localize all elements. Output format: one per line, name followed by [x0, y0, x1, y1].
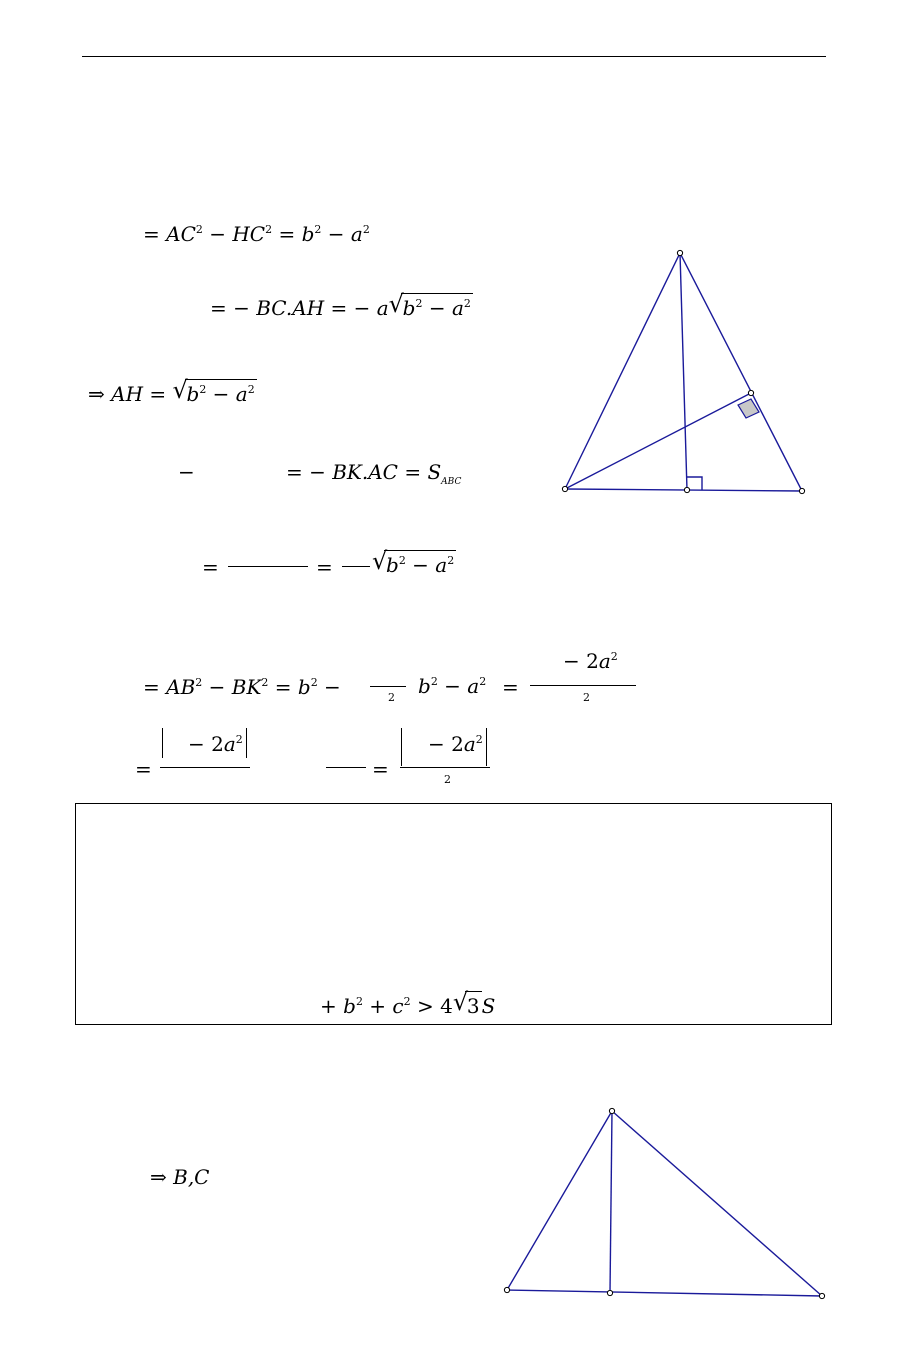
formula-line-1: = $AC^2 - HC^2 = b^2 - a^2$ [143, 222, 370, 246]
formula-small-2: 2 [388, 691, 395, 704]
formula-line-6-num: − $2a^2$ [563, 649, 618, 673]
formula-line-4-minus: − [178, 460, 195, 484]
formula-line-5-eq: = [202, 555, 219, 579]
formula-line-5-eq2: = [316, 555, 333, 579]
bottom-formula: ⇒ B,C [150, 1165, 210, 1189]
formula-line-3: ⇒ AH = √ $b^2 - a^2$ [88, 376, 255, 406]
formula-line-7-num: − $2a^2$ [188, 732, 243, 756]
formula-line-7-eq: = [135, 757, 152, 781]
formula-line-4: = − $BK.AC = S_{ABC}$ [286, 460, 462, 487]
vertex-point [607, 1290, 612, 1295]
formula-line-6-eq: = [502, 675, 519, 699]
formula-den-2: 2 [583, 691, 590, 704]
formula-line-7-num2: − $2a^2$ [428, 732, 483, 756]
formula-line-2: = − BC.AH = − a √ $b^2 - a^2$ [210, 290, 471, 320]
vertex-point [819, 1293, 824, 1298]
vertex-point [504, 1287, 509, 1292]
vertex-point [609, 1108, 614, 1113]
formula-line-6-mid: $b^2 - a^2$ [418, 674, 487, 698]
formula-line-7-eq2: = [372, 757, 389, 781]
formula-line-5-root: √ $b^2 - a^2$ [372, 547, 455, 577]
box-formula: + $b^2 + c^2 > 4$ √ 3 S [320, 988, 496, 1018]
formula-den-2: 2 [444, 773, 451, 786]
formula-line-6: = $AB^2 - BK^2 = b^2$ − [143, 675, 341, 699]
